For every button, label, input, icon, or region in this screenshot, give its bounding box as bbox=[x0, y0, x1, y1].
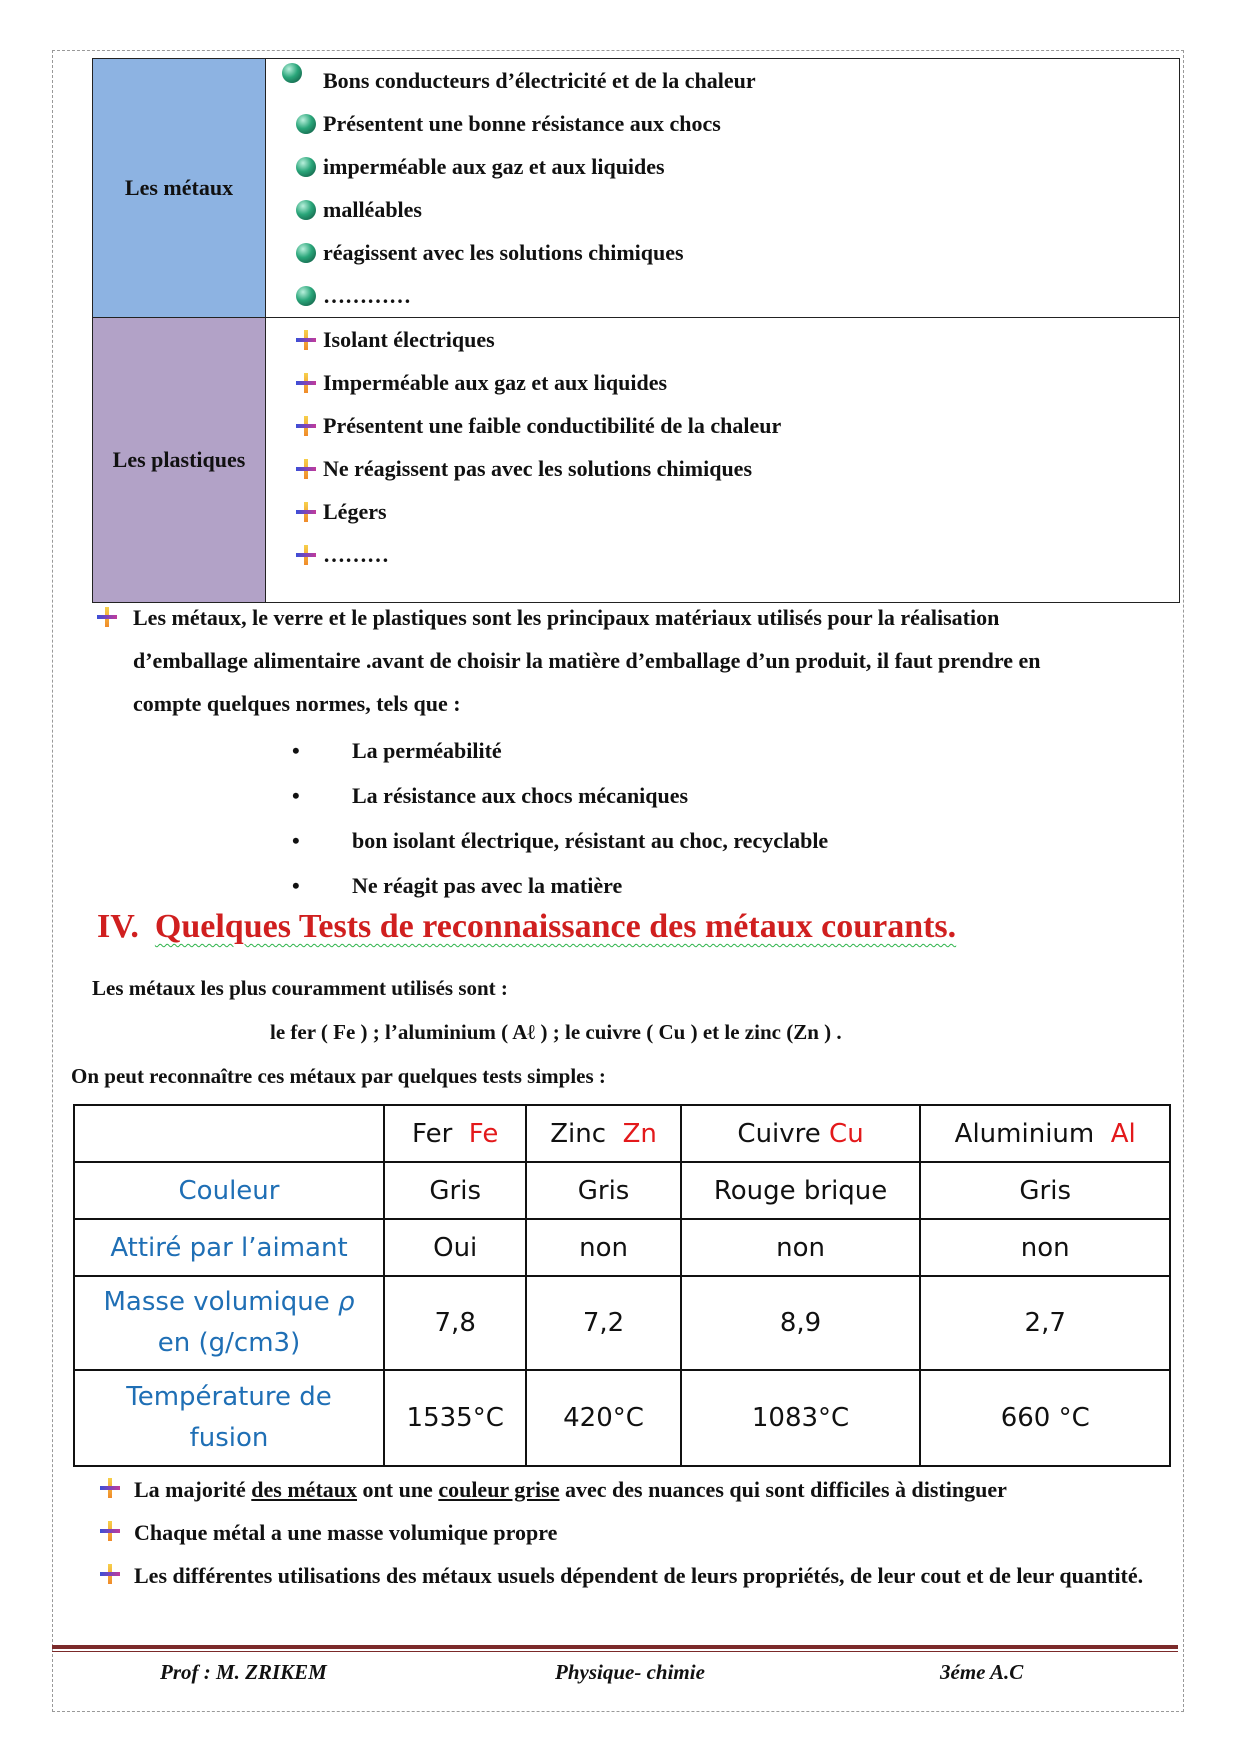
table-cell: non bbox=[920, 1219, 1170, 1276]
packaging-line-1: Les métaux, le verre et le plastiques sont les principaux matériaux utilisés pour la réalisation bbox=[133, 605, 1000, 630]
plastics-row bbox=[93, 318, 1180, 603]
list-item: Bons conducteurs d’électricité et de la chaleur bbox=[266, 59, 1179, 102]
table-cell: 1083°C bbox=[681, 1370, 921, 1466]
metals-properties-cell bbox=[266, 59, 1180, 318]
cross-bullet-icon bbox=[296, 502, 316, 522]
cross-bullet-icon bbox=[97, 607, 117, 627]
list-item: Imperméable aux gaz et aux liquides bbox=[266, 361, 1179, 404]
table-row bbox=[74, 1276, 1170, 1370]
metals-list-text: le fer ( Fe ) ; l’aluminium ( Aℓ ) ; le cuivre ( Cu ) et le zinc (Zn ) . bbox=[270, 1020, 842, 1044]
table-cell: Gris bbox=[526, 1162, 680, 1219]
section-title: Quelques Tests de reconnaissance des métaux courants. bbox=[154, 908, 957, 945]
footer-author: Prof : M. ZRIKEM bbox=[160, 1660, 327, 1684]
table-cell: 660 °C bbox=[920, 1370, 1170, 1466]
list-item: imperméable aux gaz et aux liquides bbox=[266, 145, 1179, 188]
row-header: Température de fusion bbox=[74, 1370, 384, 1466]
list-item: • La résistance aux chocs mécaniques bbox=[292, 773, 828, 818]
empty-corner-cell bbox=[74, 1105, 384, 1162]
row-header: Attiré par l’aimant bbox=[74, 1219, 384, 1276]
table-cell: Oui bbox=[384, 1219, 526, 1276]
sphere-bullet-icon bbox=[296, 286, 316, 306]
footer-level: 3éme A.C bbox=[940, 1660, 1024, 1684]
table-cell: Rouge brique bbox=[681, 1162, 921, 1219]
table-cell: 1535°C bbox=[384, 1370, 526, 1466]
list-item: • Ne réagit pas avec la matière bbox=[292, 863, 828, 908]
row-header: Couleur bbox=[74, 1162, 384, 1219]
table-cell: 7,2 bbox=[526, 1276, 680, 1370]
list-item: Ne réagissent pas avec les solutions chimiques bbox=[266, 447, 1179, 490]
table-cell: non bbox=[526, 1219, 680, 1276]
list-item: Les différentes utilisations des métaux usuels dépendent de leurs propriétés, de leur cout et de leur quantité. bbox=[100, 1554, 1214, 1597]
tests-intro: On peut reconnaître ces métaux par quelques tests simples : bbox=[71, 1064, 606, 1088]
table-cell: 2,7 bbox=[920, 1276, 1170, 1370]
cross-bullet-icon bbox=[296, 330, 316, 350]
table-cell: Gris bbox=[384, 1162, 526, 1219]
sphere-bullet-icon bbox=[296, 157, 316, 177]
column-header: Fer Fe bbox=[384, 1105, 526, 1162]
column-header: Zinc Zn bbox=[526, 1105, 680, 1162]
footer-divider-thin bbox=[52, 1651, 1178, 1652]
table-cell: Gris bbox=[920, 1162, 1170, 1219]
list-item: réagissent avec les solutions chimiques bbox=[266, 231, 1179, 274]
metals-intro: Les métaux les plus couramment utilisés sont : bbox=[92, 976, 508, 1000]
section-number: IV. bbox=[97, 908, 139, 945]
table-row bbox=[74, 1219, 1170, 1276]
table-cell: non bbox=[681, 1219, 921, 1276]
metals-label: Les métaux bbox=[93, 59, 266, 318]
list-item: Présentent une bonne résistance aux chocs bbox=[266, 102, 1179, 145]
table-header-row bbox=[74, 1105, 1170, 1162]
cross-bullet-icon bbox=[296, 416, 316, 436]
properties-table bbox=[92, 58, 1180, 603]
section-heading bbox=[97, 908, 956, 946]
table-cell: 8,9 bbox=[681, 1276, 921, 1370]
plastics-label: Les plastiques bbox=[93, 318, 266, 603]
notes-list bbox=[100, 1468, 1214, 1597]
cross-bullet-icon bbox=[296, 373, 316, 393]
table-row bbox=[74, 1370, 1170, 1466]
list-item: ………… bbox=[266, 274, 1179, 317]
table-cell: 7,8 bbox=[384, 1276, 526, 1370]
list-item: • La perméabilité bbox=[292, 728, 828, 773]
cross-bullet-icon bbox=[100, 1564, 120, 1584]
metals-row bbox=[93, 59, 1180, 318]
norms-list bbox=[292, 728, 828, 908]
packaging-line-2: d’emballage alimentaire .avant de choisir la matière d’emballage d’un produit, il faut prendre en bbox=[133, 648, 1041, 673]
plastics-properties-cell bbox=[266, 318, 1180, 603]
sphere-bullet-icon bbox=[296, 243, 316, 263]
column-header: Cuivre Cu bbox=[681, 1105, 921, 1162]
row-header: Masse volumique ρ en (g/cm3) bbox=[74, 1276, 384, 1370]
list-item: Légers bbox=[266, 490, 1179, 533]
list-item: malléables bbox=[266, 188, 1179, 231]
cross-bullet-icon bbox=[296, 459, 316, 479]
metals-table bbox=[73, 1104, 1171, 1467]
list-item: • bon isolant électrique, résistant au choc, recyclable bbox=[292, 818, 828, 863]
sphere-bullet-icon bbox=[282, 63, 302, 83]
packaging-line-3: compte quelques normes, tels que : bbox=[133, 691, 461, 716]
footer-subject: Physique- chimie bbox=[555, 1660, 705, 1684]
cross-bullet-icon bbox=[100, 1478, 120, 1498]
sphere-bullet-icon bbox=[296, 114, 316, 134]
list-item: Présentent une faible conductibilité de la chaleur bbox=[266, 404, 1179, 447]
sphere-bullet-icon bbox=[296, 200, 316, 220]
list-item: Chaque métal a une masse volumique propre bbox=[100, 1511, 1214, 1554]
column-header: Aluminium Al bbox=[920, 1105, 1170, 1162]
list-item: ……… bbox=[266, 533, 1179, 576]
cross-bullet-icon bbox=[100, 1521, 120, 1541]
table-cell: 420°C bbox=[526, 1370, 680, 1466]
list-item: La majorité des métaux ont une couleur grise avec des nuances qui sont difficiles à distinguer bbox=[100, 1468, 1214, 1511]
cross-bullet-icon bbox=[296, 545, 316, 565]
table-row bbox=[74, 1162, 1170, 1219]
footer-divider bbox=[52, 1645, 1178, 1649]
list-item: Isolant électriques bbox=[266, 318, 1179, 361]
